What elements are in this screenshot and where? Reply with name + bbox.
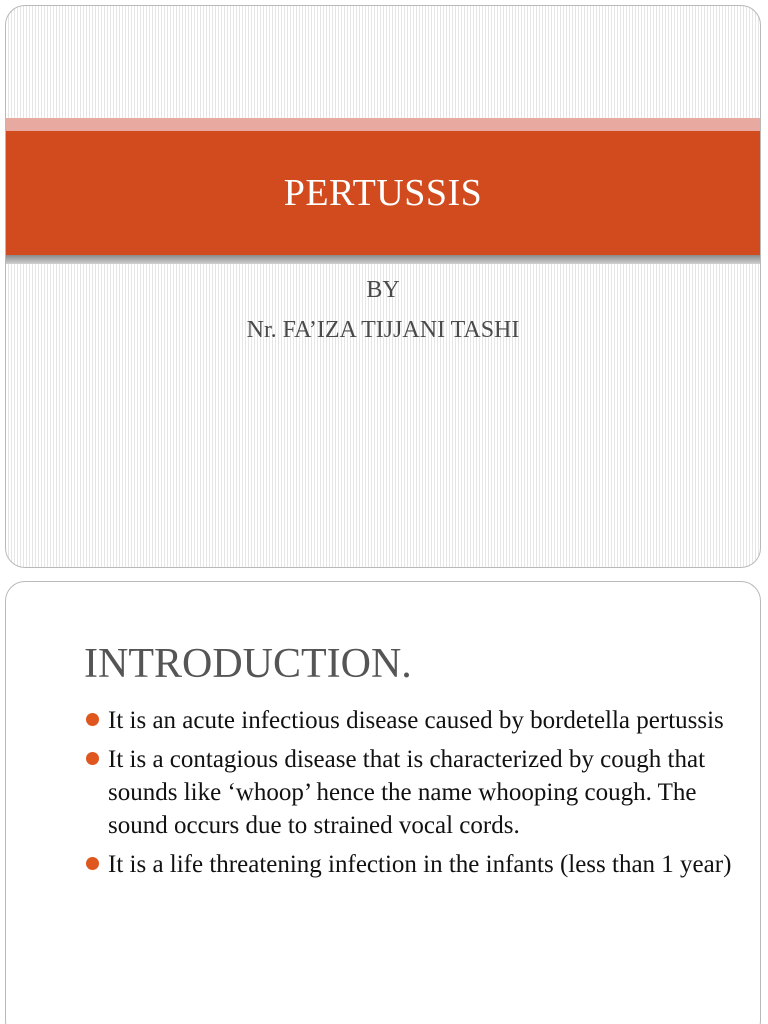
slide-introduction[interactable] [5,581,761,1024]
list-item [84,743,734,842]
bullet-text: It is a contagious disease that is characterized by cough that sounds like ‘whoop’ hence the name whooping cough. The sound occurs due to strained vocal cords. [108,746,706,839]
bullet-dot-icon [86,857,99,870]
list-item [84,848,734,881]
slide-title: PERTUSSIS [283,172,483,214]
title-band-accent [6,118,760,131]
title-band-shadow [6,255,760,264]
bullet-dot-icon [86,752,99,765]
list-item [84,704,734,737]
bullet-list [84,704,734,887]
bullet-text: It is an acute infectious disease caused by bordetella pertussis [108,707,724,734]
intro-heading: INTRODUCTION. [84,641,412,687]
subtitle-author: Nr. FA’IZA TIJJANI TASHI [246,317,520,343]
subtitle-by: BY [366,277,400,303]
bullet-text: It is a life threatening infection in the infants (less than 1 year) [108,851,732,878]
bullet-dot-icon [86,713,99,726]
slide-title-page[interactable] [5,5,761,568]
